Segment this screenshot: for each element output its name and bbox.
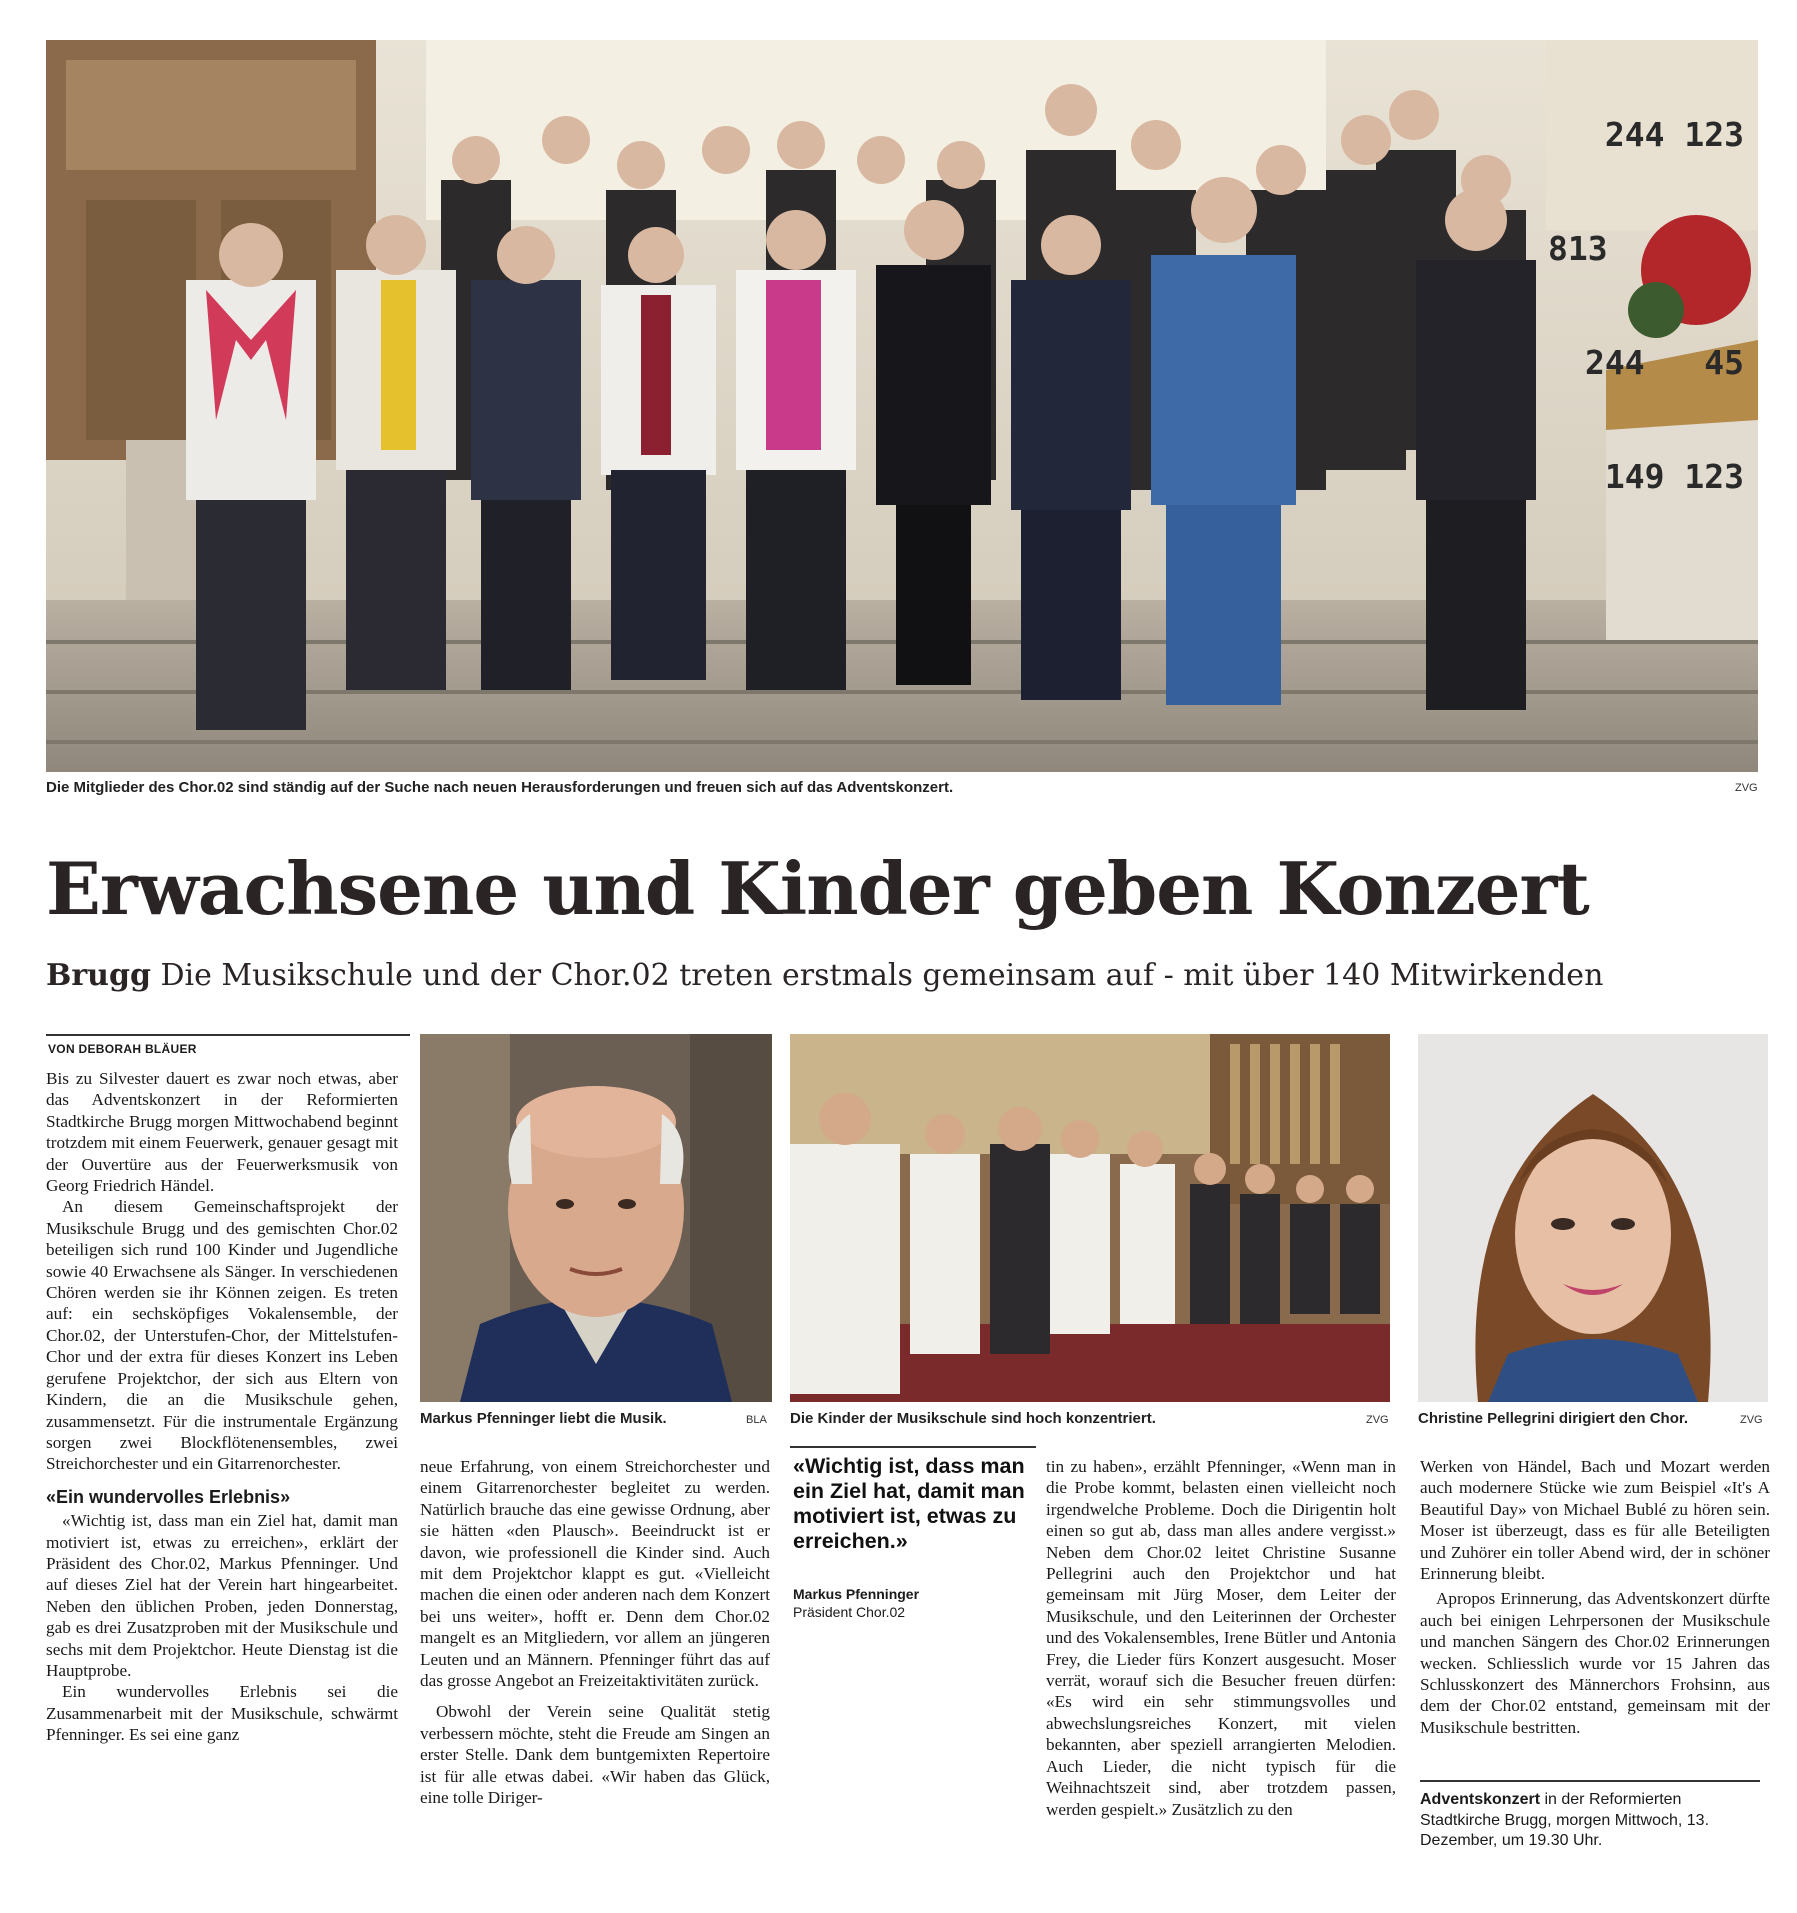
- headline: Erwachsene und Kinder geben Konzert: [46, 846, 1589, 931]
- column4-paragraph-2: Apropos Erinnerung, das Adventskonzert dürfte auch bei einigen Lehrpersonen der Musikschule und manchen Sängern des Chor.02 Erinnerungen wecken. Schliesslich wurde vor 15 Jahren das Schlusskonzert des Männerchors Frohsinn, aus dem der Chor.02 entstand, gemeinsam mit der Musikschule bestritten.: [1420, 1589, 1770, 1737]
- portrait-christine-pellegrini: [1418, 1034, 1768, 1402]
- choir-group-photo: [46, 40, 1758, 772]
- children-photo-credit: ZVG: [1366, 1414, 1389, 1426]
- quote-top-rule: [790, 1446, 1036, 1448]
- info-box-rule: [1420, 1780, 1760, 1782]
- event-info-text: in der Reformierten Stadtkirche Brugg, morgen Mittwoch, 13. Dezember, um 19.30 Uhr.: [1420, 1791, 1710, 1849]
- column1-top-rule: [46, 1034, 410, 1036]
- subhead-text: Die Musikschule und der Chor.02 treten erstmals gemeinsam auf - mit über 140 Mitwirkenden: [160, 958, 1604, 993]
- article-column-1: [46, 1068, 398, 1746]
- portrait-markus-pfenninger: [420, 1034, 772, 1402]
- column2-paragraph-1: neue Erfahrung, von einem Streichorchester und einem Gitarrenorchester begleitet zu werden. Natürlich brauche das eine gewisse Ordnung, aber sie hätten «den Plausch». Beeindruckt ist er davon, wie professionell die Kinder sind. Auch mit dem Projektchor klappt es gut. «Vielleicht machen die einen oder anderen nach dem Konzert bei uns weiter», hofft er. Denn dem Chor.02 mangelt es an Mitgliedern, vor allem an jüngeren Leuten und an Männern. Pfenninger führt das auf das grosse Angebot an Freizeitaktivitäten zurück.: [420, 1457, 770, 1691]
- pellegrini-photo-caption: Christine Pellegrini dirigiert den Chor.: [1418, 1410, 1689, 1427]
- pellegrini-photo-credit: ZVG: [1740, 1414, 1763, 1426]
- main-photo-credit: ZVG: [1735, 782, 1758, 794]
- hymn-number-4: 149 123: [1604, 457, 1744, 496]
- subhead-place: Brugg: [46, 958, 151, 993]
- column1-paragraph-1: Bis zu Silvester dauert es zwar noch etwas, aber das Adventskonzert in der Reformierten Stadtkirche Brugg morgen Mittwochabend beginnt trotzdem mit einem Feuerwerk, genauer gesagt mit der Ouvertüre aus der Feuerwerksmusik von Georg Friedrich Händel.: [46, 1069, 398, 1196]
- children-photo-caption: Die Kinder der Musikschule sind hoch konzentriert.: [790, 1410, 1156, 1427]
- article-column-4: [1420, 1456, 1770, 1738]
- hymn-number-2: 813: [1548, 229, 1608, 268]
- column3-paragraph-1: tin zu haben», erzählt Pfenninger, «Wenn man in die Probe kommt, belasten einen vielleicht noch irgendwelche Probleme. Doch die Dirigentin holt einen so gut ab, dass man alles andere vergisst.» Neben dem Chor.02 leitet Christine Susanne Pellegrini auch den Projektchor und hat gemeinsam mit Jürg Moser, dem Leiter der Musikschule, und den Leiterinnen der Orchester und des Vokalensembles, Irene Bütler und Antonia Frey, die Lieder fürs Konzert ausgesucht. Moser verrät, worauf sich die Besucher freuen dürfen: «Es wird ein sehr stimmungsvolles und abwechslungsreiches Konzert, mit vielen bekannten, aber speziell arrangierten Melodien. Auch Lieder, die nicht typisch für die Weihnachtszeit sind, aber trotzdem passen, werden gespielt.» Zusätzlich zu den: [1046, 1457, 1396, 1819]
- portrait-pfenninger-caption: Markus Pfenninger liebt die Musik.: [420, 1410, 667, 1427]
- hymn-number-3: 244 45: [1585, 343, 1744, 382]
- main-photo-caption: Die Mitglieder des Chor.02 sind ständig auf der Suche nach neuen Herausforderungen und freuen sich auf das Adventskonzert.: [46, 779, 954, 796]
- hymn-board: [1544, 40, 1744, 572]
- hymn-number-1: 244 123: [1604, 115, 1744, 154]
- article-column-3: [1046, 1456, 1396, 1820]
- column4-paragraph-1: Werken von Händel, Bach und Mozart werden auch modernere Stücke wie zum Beispiel «It's A Beautiful Day» von Michael Bublé zu hören sein. Moser ist überzeugt, dass es für alle Beteiligten und Zuhörer ein toller Abend wird, der in schöner Erinnerung bleibt.: [1420, 1457, 1770, 1584]
- event-info-title: Adventskonzert: [1420, 1791, 1541, 1808]
- column1-paragraph-2: An diesem Gemeinschaftsprojekt der Musikschule Brugg und des gemischten Chor.02 beteiligen sich rund 100 Kinder und Jugendliche sowie 40 Erwachsene als Sänger. In verschiedenen Chören werden sie ihr Können zeigen. Es treten auf: ein sechsköpfiges Vokalensemble, der Chor.02, der Unterstufen-Chor, der Mittelstufen-Chor und der extra für dieses Konzert ins Leben gerufene Projektchor, der sich aus Eltern von Kindern, die an die Musikschule gehen, zusammensetzt. Für die instrumentale Ergänzung sorgen zwei Blockflötenensembles, zwei Streichorchester und ein Gitarrenorchester.: [46, 1197, 398, 1474]
- column1-paragraph-3: «Wichtig ist, dass man ein Ziel hat, damit man motiviert ist, etwas zu erreichen», erklärt der Präsident des Chor.02, Markus Pfenninger. Und auf dieses Ziel hat der Verein hart hingearbeitet. Neben den üblichen Proben, jeden Donnerstag, gab es drei Zusatzproben mit der Musikschule und sechs mit dem Projektchor. Heute Dienstag ist die Hauptprobe.: [46, 1511, 398, 1680]
- event-info-box: [1420, 1790, 1740, 1852]
- byline: VON DEBORAH BLÄUER: [48, 1042, 197, 1056]
- children-choir-photo: [790, 1034, 1390, 1402]
- pull-quote-name: Markus Pfenninger: [793, 1586, 920, 1602]
- article-column-2: [420, 1456, 770, 1809]
- pull-quote-role: Präsident Chor.02: [793, 1604, 906, 1620]
- column1-subheading: «Ein wundervolles Erlebnis»: [46, 1486, 291, 1507]
- column2-paragraph-2: Obwohl der Verein seine Qualität stetig verbessern möchte, steht die Freude am Singen an erster Stelle. Dank dem buntgemixten Repertoire ist für alle etwas dabei. «Wir haben das Glück, eine tolle Diriger-: [420, 1702, 770, 1808]
- portrait-pfenninger-credit: BLA: [746, 1414, 767, 1426]
- subhead: [46, 958, 1766, 993]
- column1-paragraph-4: Ein wundervolles Erlebnis sei die Zusammenarbeit mit der Musikschule, schwärmt Pfenninger. Es sei eine ganz: [46, 1682, 398, 1745]
- pull-quote: «Wichtig ist, dass man ein Ziel hat, damit man motiviert ist, etwas zu erreichen.»: [793, 1454, 1025, 1553]
